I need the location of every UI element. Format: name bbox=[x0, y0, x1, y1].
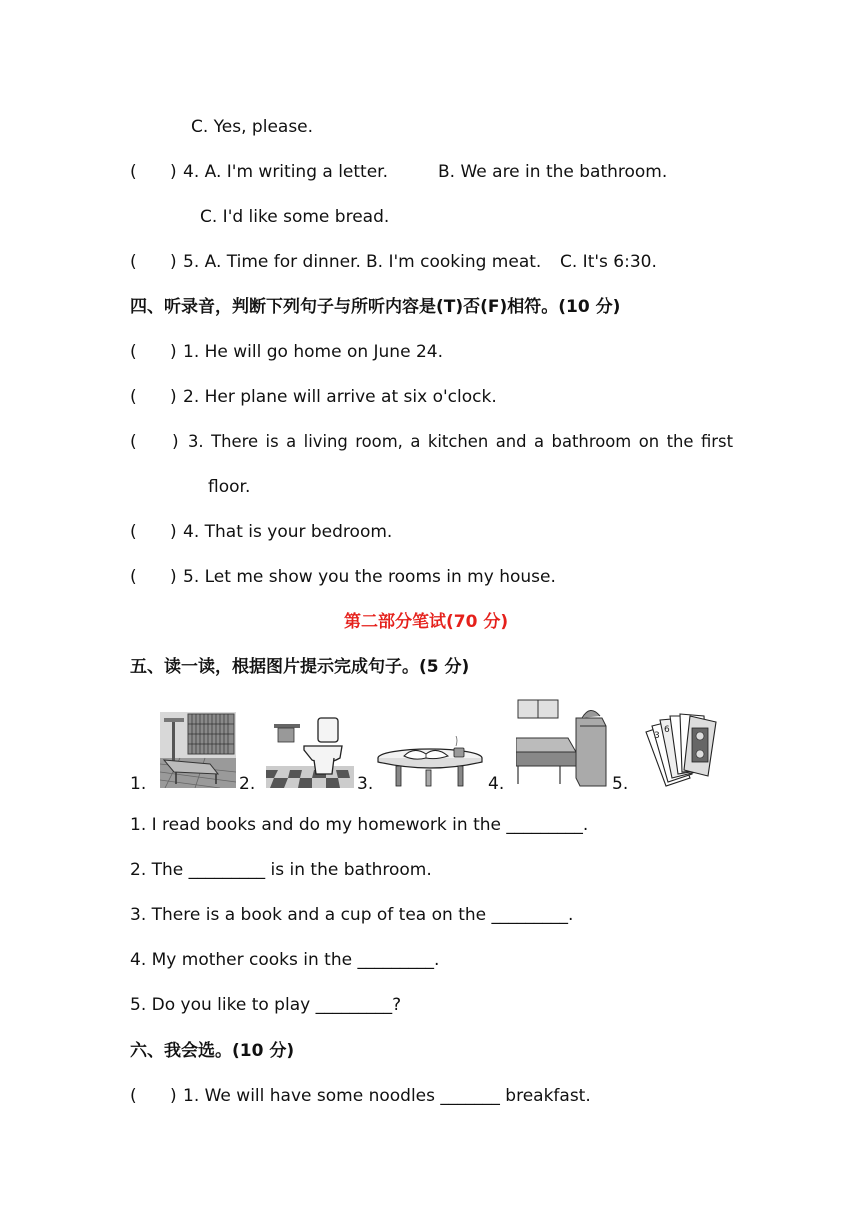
kitchen-picture bbox=[516, 698, 608, 788]
s4-q3-open-paren: ( bbox=[130, 432, 137, 452]
q5-option-c: C. It's 6:30. bbox=[560, 252, 657, 272]
s5-sentence-4: 4. My mother cooks in the _________. bbox=[130, 950, 440, 970]
s4-q5-text: 5. Let me show you the rooms in my house. bbox=[183, 567, 556, 587]
s4-q5-close-paren: ) bbox=[170, 567, 177, 587]
table-picture bbox=[376, 736, 484, 788]
s4-q4-close-paren: ) bbox=[170, 522, 177, 542]
q4-close-paren: ) bbox=[170, 162, 177, 182]
s4-q2-close-paren: ) bbox=[170, 387, 177, 407]
s4-q5-open-paren: ( bbox=[130, 567, 137, 587]
study-room-picture bbox=[160, 712, 236, 788]
part2-title: 第二部分笔试(70 分) bbox=[344, 612, 509, 632]
q5-option-a: 5. A. Time for dinner. bbox=[183, 252, 361, 272]
section5-heading: 五、读一读，根据图片提示完成句子。(5 分) bbox=[130, 657, 470, 677]
s4-q1-open-paren: ( bbox=[130, 342, 137, 362]
s4-q1-close-paren: ) bbox=[170, 342, 177, 362]
section4-heading: 四、听录音，判断下列句子与所听内容是(T)否(F)相符。(10 分) bbox=[130, 297, 621, 317]
s4-q3-continuation: floor. bbox=[208, 477, 251, 497]
toilet-picture bbox=[266, 714, 354, 788]
s6-q1-text: 1. We will have some noodles _______ breakfast. bbox=[183, 1086, 591, 1106]
q3-option-c: C. Yes, please. bbox=[191, 117, 314, 137]
pic-number-5: 5. bbox=[612, 774, 629, 794]
s5-sentence-1: 1. I read books and do my homework in the _________. bbox=[130, 815, 589, 835]
q4-option-b: B. We are in the bathroom. bbox=[438, 162, 668, 182]
s5-sentence-2: 2. The _________ is in the bathroom. bbox=[130, 860, 432, 880]
q4-open-paren: ( bbox=[130, 162, 137, 182]
s5-sentence-3: 3. There is a book and a cup of tea on the _________. bbox=[130, 905, 574, 925]
s6-q1-open-paren: ( bbox=[130, 1086, 137, 1106]
svg-text:6: 6 bbox=[664, 725, 670, 735]
q4-option-c: C. I'd like some bread. bbox=[200, 207, 390, 227]
s4-q4-text: 4. That is your bedroom. bbox=[183, 522, 393, 542]
q5-option-b: B. I'm cooking meat. bbox=[366, 252, 542, 272]
section6-heading: 六、我会选。(10 分) bbox=[130, 1041, 295, 1061]
q5-open-paren: ( bbox=[130, 252, 137, 272]
playing-cards-picture bbox=[640, 712, 722, 788]
pic-number-3: 3. bbox=[357, 774, 374, 794]
s4-q3-text: 3. There is a living room, a kitchen and a bathroom on the first bbox=[188, 432, 733, 451]
s4-q2-text: 2. Her plane will arrive at six o'clock. bbox=[183, 387, 497, 407]
s6-q1-close-paren: ) bbox=[170, 1086, 177, 1106]
s5-sentence-5: 5. Do you like to play _________? bbox=[130, 995, 402, 1015]
pic-number-1: 1. bbox=[130, 774, 147, 794]
pic-number-2: 2. bbox=[239, 774, 256, 794]
s4-q3-close-paren: ) bbox=[172, 432, 179, 452]
s4-q1-text: 1. He will go home on June 24. bbox=[183, 342, 443, 362]
q5-close-paren: ) bbox=[170, 252, 177, 272]
s4-q4-open-paren: ( bbox=[130, 522, 137, 542]
pic-number-4: 4. bbox=[488, 774, 505, 794]
s4-q2-open-paren: ( bbox=[130, 387, 137, 407]
q4-option-a: 4. A. I'm writing a letter. bbox=[183, 162, 389, 182]
svg-text:3: 3 bbox=[654, 731, 660, 741]
